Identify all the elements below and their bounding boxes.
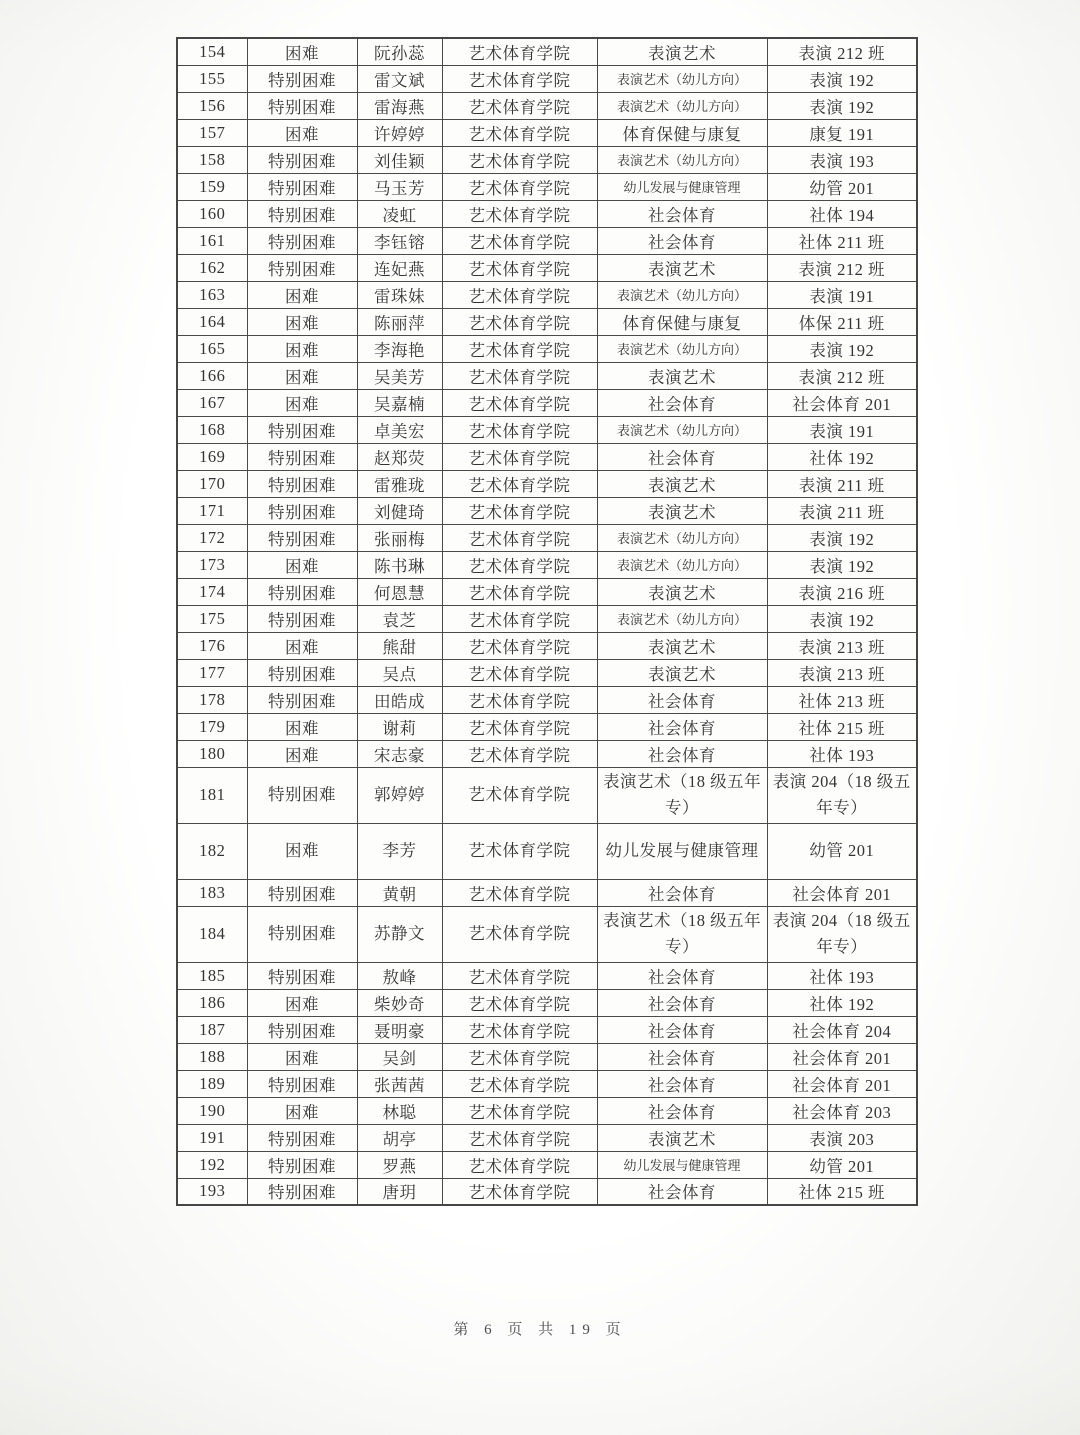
cell-student-name: 卓美宏 (357, 416, 442, 443)
cell-student-name: 吴嘉楠 (357, 389, 442, 416)
cell-student-name: 李钰镕 (357, 227, 442, 254)
cell-serial-number: 155 (177, 65, 247, 92)
cell-class: 表演 204（18 级五年专） (767, 767, 917, 823)
cell-difficulty-level: 特别困难 (247, 659, 357, 686)
cell-college: 艺术体育学院 (442, 962, 597, 989)
cell-major: 表演艺术（幼儿方向） (597, 335, 767, 362)
cell-class: 表演 191 (767, 281, 917, 308)
cell-class: 表演 213 班 (767, 632, 917, 659)
cell-class: 表演 204（18 级五年专） (767, 906, 917, 962)
cell-major: 社会体育 (597, 443, 767, 470)
cell-major: 表演艺术 (597, 632, 767, 659)
cell-serial-number: 191 (177, 1124, 247, 1151)
cell-difficulty-level: 特别困难 (247, 906, 357, 962)
cell-serial-number: 178 (177, 686, 247, 713)
cell-college: 艺术体育学院 (442, 254, 597, 281)
cell-class: 社会体育 203 (767, 1097, 917, 1124)
cell-student-name: 罗燕 (357, 1151, 442, 1178)
cell-major: 社会体育 (597, 389, 767, 416)
table-row (177, 119, 917, 146)
cell-class: 社体 193 (767, 740, 917, 767)
cell-class: 表演 191 (767, 416, 917, 443)
cell-college: 艺术体育学院 (442, 416, 597, 443)
cell-class: 幼管 201 (767, 173, 917, 200)
table-row (177, 1016, 917, 1043)
cell-serial-number: 171 (177, 497, 247, 524)
cell-difficulty-level: 困难 (247, 362, 357, 389)
cell-serial-number: 177 (177, 659, 247, 686)
cell-student-name: 雷海燕 (357, 92, 442, 119)
cell-college: 艺术体育学院 (442, 1043, 597, 1070)
cell-student-name: 胡亭 (357, 1124, 442, 1151)
cell-student-name: 凌虹 (357, 200, 442, 227)
cell-student-name: 雷雅珑 (357, 470, 442, 497)
cell-class: 社体 193 (767, 962, 917, 989)
cell-difficulty-level: 困难 (247, 1043, 357, 1070)
cell-serial-number: 182 (177, 823, 247, 879)
table-row (177, 1043, 917, 1070)
cell-major: 表演艺术（18 级五年专） (597, 906, 767, 962)
cell-major: 表演艺术 (597, 578, 767, 605)
cell-serial-number: 168 (177, 416, 247, 443)
cell-student-name: 黄朝 (357, 879, 442, 906)
cell-college: 艺术体育学院 (442, 362, 597, 389)
cell-student-name: 李芳 (357, 823, 442, 879)
table-row (177, 879, 917, 906)
cell-college: 艺术体育学院 (442, 767, 597, 823)
cell-college: 艺术体育学院 (442, 1070, 597, 1097)
cell-serial-number: 163 (177, 281, 247, 308)
cell-student-name: 张茜茜 (357, 1070, 442, 1097)
cell-major: 表演艺术（幼儿方向） (597, 65, 767, 92)
cell-major: 幼儿发展与健康管理 (597, 1151, 767, 1178)
cell-difficulty-level: 特别困难 (247, 65, 357, 92)
cell-class: 社会体育 201 (767, 1043, 917, 1070)
cell-class: 康复 191 (767, 119, 917, 146)
cell-difficulty-level: 困难 (247, 281, 357, 308)
cell-serial-number: 165 (177, 335, 247, 362)
cell-college: 艺术体育学院 (442, 92, 597, 119)
cell-college: 艺术体育学院 (442, 497, 597, 524)
cell-major: 社会体育 (597, 962, 767, 989)
cell-college: 艺术体育学院 (442, 605, 597, 632)
table-row (177, 524, 917, 551)
cell-class: 社会体育 201 (767, 1070, 917, 1097)
cell-major: 社会体育 (597, 686, 767, 713)
cell-class: 幼管 201 (767, 1151, 917, 1178)
cell-difficulty-level: 困难 (247, 713, 357, 740)
table-row (177, 335, 917, 362)
cell-major: 表演艺术（幼儿方向） (597, 551, 767, 578)
cell-student-name: 柴妙奇 (357, 989, 442, 1016)
table-row (177, 740, 917, 767)
cell-difficulty-level: 特别困难 (247, 578, 357, 605)
cell-major: 表演艺术（18 级五年专） (597, 767, 767, 823)
cell-college: 艺术体育学院 (442, 906, 597, 962)
cell-serial-number: 176 (177, 632, 247, 659)
cell-college: 艺术体育学院 (442, 443, 597, 470)
cell-difficulty-level: 特别困难 (247, 686, 357, 713)
cell-class: 表演 192 (767, 524, 917, 551)
cell-class: 表演 212 班 (767, 254, 917, 281)
cell-serial-number: 192 (177, 1151, 247, 1178)
cell-difficulty-level: 特别困难 (247, 443, 357, 470)
student-table-body (177, 38, 917, 1205)
cell-difficulty-level: 特别困难 (247, 146, 357, 173)
cell-difficulty-level: 困难 (247, 551, 357, 578)
table-row (177, 659, 917, 686)
cell-college: 艺术体育学院 (442, 989, 597, 1016)
cell-college: 艺术体育学院 (442, 1097, 597, 1124)
cell-student-name: 刘佳颖 (357, 146, 442, 173)
cell-student-name: 陈丽萍 (357, 308, 442, 335)
table-row (177, 962, 917, 989)
cell-student-name: 雷文斌 (357, 65, 442, 92)
cell-class: 表演 192 (767, 335, 917, 362)
cell-difficulty-level: 困难 (247, 740, 357, 767)
cell-class: 表演 213 班 (767, 659, 917, 686)
cell-difficulty-level: 特别困难 (247, 227, 357, 254)
cell-major: 表演艺术（幼儿方向） (597, 146, 767, 173)
cell-college: 艺术体育学院 (442, 1178, 597, 1205)
cell-serial-number: 184 (177, 906, 247, 962)
cell-college: 艺术体育学院 (442, 119, 597, 146)
cell-serial-number: 181 (177, 767, 247, 823)
cell-major: 表演艺术（幼儿方向） (597, 524, 767, 551)
cell-class: 社体 213 班 (767, 686, 917, 713)
table-row (177, 1097, 917, 1124)
cell-student-name: 连妃燕 (357, 254, 442, 281)
cell-class: 表演 192 (767, 605, 917, 632)
cell-serial-number: 189 (177, 1070, 247, 1097)
cell-major: 表演艺术（幼儿方向） (597, 281, 767, 308)
cell-class: 表演 211 班 (767, 470, 917, 497)
cell-serial-number: 160 (177, 200, 247, 227)
cell-major: 社会体育 (597, 1043, 767, 1070)
cell-class: 社会体育 201 (767, 879, 917, 906)
table-row (177, 686, 917, 713)
cell-college: 艺术体育学院 (442, 227, 597, 254)
cell-difficulty-level: 困难 (247, 989, 357, 1016)
cell-student-name: 吴点 (357, 659, 442, 686)
cell-college: 艺术体育学院 (442, 740, 597, 767)
cell-serial-number: 174 (177, 578, 247, 605)
cell-major: 幼儿发展与健康管理 (597, 173, 767, 200)
cell-student-name: 许婷婷 (357, 119, 442, 146)
cell-college: 艺术体育学院 (442, 281, 597, 308)
table-row (177, 906, 917, 962)
cell-difficulty-level: 特别困难 (247, 1070, 357, 1097)
cell-student-name: 赵郑荧 (357, 443, 442, 470)
cell-student-name: 吴剑 (357, 1043, 442, 1070)
cell-student-name: 何恩慧 (357, 578, 442, 605)
cell-serial-number: 180 (177, 740, 247, 767)
cell-serial-number: 186 (177, 989, 247, 1016)
cell-student-name: 唐玥 (357, 1178, 442, 1205)
cell-class: 社体 192 (767, 443, 917, 470)
cell-class: 表演 192 (767, 551, 917, 578)
table-row (177, 200, 917, 227)
cell-major: 表演艺术 (597, 1124, 767, 1151)
table-row (177, 1178, 917, 1205)
table-row (177, 551, 917, 578)
cell-difficulty-level: 特别困难 (247, 1151, 357, 1178)
cell-class: 表演 212 班 (767, 362, 917, 389)
table-row (177, 308, 917, 335)
table-row (177, 65, 917, 92)
cell-student-name: 马玉芳 (357, 173, 442, 200)
cell-major: 表演艺术 (597, 659, 767, 686)
cell-college: 艺术体育学院 (442, 578, 597, 605)
cell-student-name: 雷珠妹 (357, 281, 442, 308)
cell-college: 艺术体育学院 (442, 659, 597, 686)
cell-college: 艺术体育学院 (442, 200, 597, 227)
cell-class: 表演 192 (767, 92, 917, 119)
cell-serial-number: 161 (177, 227, 247, 254)
cell-class: 社体 215 班 (767, 713, 917, 740)
table-row (177, 254, 917, 281)
table-row (177, 989, 917, 1016)
table-row (177, 389, 917, 416)
table-row (177, 767, 917, 823)
cell-student-name: 吴美芳 (357, 362, 442, 389)
cell-student-name: 苏静文 (357, 906, 442, 962)
cell-major: 社会体育 (597, 879, 767, 906)
cell-student-name: 李海艳 (357, 335, 442, 362)
cell-serial-number: 154 (177, 38, 247, 65)
cell-major: 社会体育 (597, 1016, 767, 1043)
table-row (177, 470, 917, 497)
student-aid-table (176, 37, 918, 1206)
cell-student-name: 聂明豪 (357, 1016, 442, 1043)
cell-difficulty-level: 特别困难 (247, 1178, 357, 1205)
cell-serial-number: 173 (177, 551, 247, 578)
table-row (177, 227, 917, 254)
cell-difficulty-level: 特别困难 (247, 767, 357, 823)
cell-serial-number: 159 (177, 173, 247, 200)
cell-student-name: 田皓成 (357, 686, 442, 713)
cell-difficulty-level: 困难 (247, 308, 357, 335)
cell-college: 艺术体育学院 (442, 713, 597, 740)
cell-college: 艺术体育学院 (442, 823, 597, 879)
cell-college: 艺术体育学院 (442, 335, 597, 362)
cell-difficulty-level: 特别困难 (247, 1016, 357, 1043)
cell-serial-number: 183 (177, 879, 247, 906)
table-row (177, 173, 917, 200)
cell-class: 表演 212 班 (767, 38, 917, 65)
cell-serial-number: 172 (177, 524, 247, 551)
cell-major: 表演艺术 (597, 362, 767, 389)
cell-student-name: 谢莉 (357, 713, 442, 740)
cell-difficulty-level: 困难 (247, 632, 357, 659)
cell-class: 社体 211 班 (767, 227, 917, 254)
cell-class: 社体 215 班 (767, 1178, 917, 1205)
cell-serial-number: 179 (177, 713, 247, 740)
cell-serial-number: 188 (177, 1043, 247, 1070)
cell-college: 艺术体育学院 (442, 1016, 597, 1043)
table-row (177, 1124, 917, 1151)
table-row (177, 1151, 917, 1178)
table-row (177, 281, 917, 308)
cell-difficulty-level: 特别困难 (247, 524, 357, 551)
cell-college: 艺术体育学院 (442, 146, 597, 173)
cell-difficulty-level: 困难 (247, 823, 357, 879)
table-row (177, 146, 917, 173)
cell-student-name: 袁芝 (357, 605, 442, 632)
cell-difficulty-level: 特别困难 (247, 1124, 357, 1151)
cell-college: 艺术体育学院 (442, 389, 597, 416)
cell-serial-number: 162 (177, 254, 247, 281)
cell-difficulty-level: 困难 (247, 335, 357, 362)
cell-difficulty-level: 特别困难 (247, 92, 357, 119)
table-row (177, 713, 917, 740)
cell-difficulty-level: 特别困难 (247, 605, 357, 632)
cell-class: 幼管 201 (767, 823, 917, 879)
cell-class: 表演 193 (767, 146, 917, 173)
cell-college: 艺术体育学院 (442, 173, 597, 200)
cell-difficulty-level: 困难 (247, 1097, 357, 1124)
cell-difficulty-level: 特别困难 (247, 200, 357, 227)
cell-student-name: 林聪 (357, 1097, 442, 1124)
cell-student-name: 阮孙蕊 (357, 38, 442, 65)
cell-college: 艺术体育学院 (442, 551, 597, 578)
cell-student-name: 刘健琦 (357, 497, 442, 524)
cell-serial-number: 170 (177, 470, 247, 497)
cell-major: 社会体育 (597, 1178, 767, 1205)
cell-major: 社会体育 (597, 227, 767, 254)
cell-class: 社会体育 204 (767, 1016, 917, 1043)
cell-major: 表演艺术（幼儿方向） (597, 92, 767, 119)
cell-serial-number: 156 (177, 92, 247, 119)
cell-serial-number: 193 (177, 1178, 247, 1205)
table-row (177, 823, 917, 879)
cell-major: 社会体育 (597, 989, 767, 1016)
cell-college: 艺术体育学院 (442, 308, 597, 335)
cell-major: 表演艺术（幼儿方向） (597, 605, 767, 632)
cell-student-name: 张丽梅 (357, 524, 442, 551)
cell-major: 表演艺术 (597, 254, 767, 281)
cell-major: 表演艺术 (597, 470, 767, 497)
cell-major: 社会体育 (597, 1070, 767, 1097)
cell-major: 体育保健与康复 (597, 119, 767, 146)
cell-class: 表演 211 班 (767, 497, 917, 524)
cell-serial-number: 158 (177, 146, 247, 173)
cell-college: 艺术体育学院 (442, 632, 597, 659)
cell-major: 体育保健与康复 (597, 308, 767, 335)
table-row (177, 632, 917, 659)
cell-class: 表演 192 (767, 65, 917, 92)
cell-student-name: 陈书琳 (357, 551, 442, 578)
table-row (177, 38, 917, 65)
cell-student-name: 郭婷婷 (357, 767, 442, 823)
cell-major: 社会体育 (597, 713, 767, 740)
table-row (177, 605, 917, 632)
table-row (177, 1070, 917, 1097)
table-row (177, 578, 917, 605)
cell-college: 艺术体育学院 (442, 1151, 597, 1178)
cell-college: 艺术体育学院 (442, 524, 597, 551)
cell-serial-number: 157 (177, 119, 247, 146)
cell-college: 艺术体育学院 (442, 686, 597, 713)
cell-college: 艺术体育学院 (442, 38, 597, 65)
cell-serial-number: 175 (177, 605, 247, 632)
table-row (177, 416, 917, 443)
page-footer: 第 6 页 共 19 页 (453, 1322, 627, 1338)
cell-class: 社会体育 201 (767, 389, 917, 416)
cell-serial-number: 187 (177, 1016, 247, 1043)
cell-student-name: 敖峰 (357, 962, 442, 989)
cell-serial-number: 164 (177, 308, 247, 335)
cell-major: 社会体育 (597, 200, 767, 227)
cell-college: 艺术体育学院 (442, 1124, 597, 1151)
cell-difficulty-level: 困难 (247, 389, 357, 416)
cell-major: 表演艺术 (597, 497, 767, 524)
cell-difficulty-level: 困难 (247, 119, 357, 146)
cell-major: 社会体育 (597, 740, 767, 767)
cell-difficulty-level: 困难 (247, 38, 357, 65)
cell-difficulty-level: 特别困难 (247, 962, 357, 989)
cell-class: 表演 203 (767, 1124, 917, 1151)
cell-college: 艺术体育学院 (442, 470, 597, 497)
cell-college: 艺术体育学院 (442, 65, 597, 92)
table-row (177, 92, 917, 119)
cell-student-name: 宋志豪 (357, 740, 442, 767)
cell-difficulty-level: 特别困难 (247, 879, 357, 906)
cell-class: 表演 216 班 (767, 578, 917, 605)
cell-major: 表演艺术（幼儿方向） (597, 416, 767, 443)
cell-serial-number: 167 (177, 389, 247, 416)
cell-difficulty-level: 特别困难 (247, 254, 357, 281)
cell-major: 表演艺术 (597, 38, 767, 65)
cell-class: 体保 211 班 (767, 308, 917, 335)
cell-student-name: 熊甜 (357, 632, 442, 659)
cell-class: 社体 194 (767, 200, 917, 227)
cell-serial-number: 185 (177, 962, 247, 989)
cell-class: 社体 192 (767, 989, 917, 1016)
cell-serial-number: 166 (177, 362, 247, 389)
table-row (177, 497, 917, 524)
cell-college: 艺术体育学院 (442, 879, 597, 906)
cell-serial-number: 169 (177, 443, 247, 470)
table-row (177, 362, 917, 389)
cell-difficulty-level: 特别困难 (247, 497, 357, 524)
cell-difficulty-level: 特别困难 (247, 173, 357, 200)
cell-major: 幼儿发展与健康管理 (597, 823, 767, 879)
cell-serial-number: 190 (177, 1097, 247, 1124)
cell-difficulty-level: 特别困难 (247, 416, 357, 443)
table-row (177, 443, 917, 470)
cell-major: 社会体育 (597, 1097, 767, 1124)
cell-difficulty-level: 特别困难 (247, 470, 357, 497)
